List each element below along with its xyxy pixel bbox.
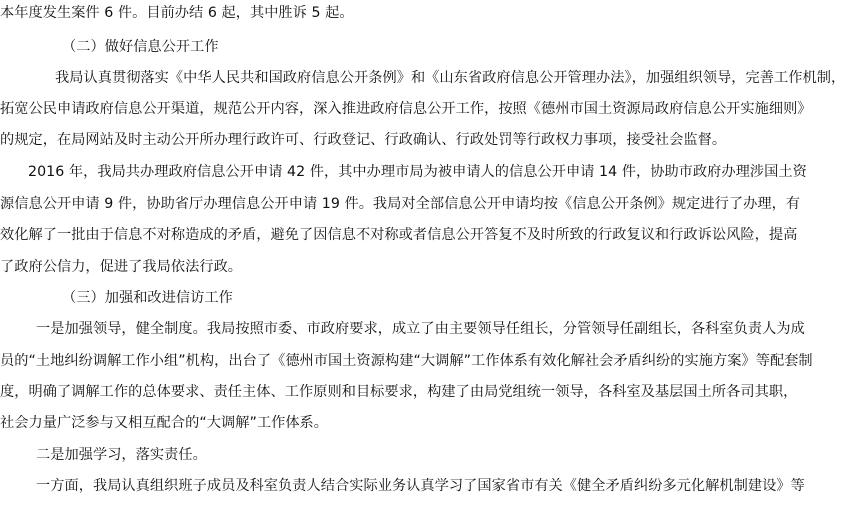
text-line: 拓宽公民申请政府信息公开渠道，规范公开内容，深入推进政府信息公开工作，按照《德州市国土资源局政府信息公开实施细则》	[0, 101, 812, 117]
text-line: 员的“土地纠纷调解工作小组”机构，出台了《德州市国土资源构建“大调解”工作体系有效化解社会矛盾纠纷的实施方案》等配套制	[0, 353, 813, 369]
text-line: 效化解了一批由于信息不对称造成的矛盾，避免了因信息不对称或者信息公开答复不及时所致的行政复议和行政诉讼风险，提高	[0, 227, 798, 243]
text-line: 一是加强领导，健全制度。我局按照市委、市政府要求，成立了由主要领导任组长，分管领导任副组长，各科室负责人为成	[36, 321, 805, 337]
text-line: 度，明确了调解工作的总体要求、责任主体、工作原则和目标要求，构建了由局党组统一领导，各科室及基层国土所各司其职，	[0, 384, 798, 400]
text-line: 我局认真贯彻落实《中华人民共和国政府信息公开条例》和《山东省政府信息公开管理办法》，加强组织领导，完善工作机制，	[55, 70, 846, 86]
text-line: 了政府公信力，促进了我局依法行政。	[0, 259, 243, 275]
text-line: 一方面，我局认真组织班子成员及科室负责人结合实际业务认真学习了国家省市有关《健全矛盾纠纷多元化解机制建设》等	[36, 478, 805, 494]
text-line: 二是加强学习，落实责任。	[36, 447, 207, 463]
text-line: 的规定，在局网站及时主动公开所办理行政许可、行政登记、行政确认、行政处罚等行政权力事项，接受社会监督。	[0, 132, 727, 148]
text-line: 源信息公开申请 9 件，协助省厅办理信息公开申请 19 件。我局对全部信息公开申请均按《信息公开条例》规定进行了办理，有	[0, 196, 801, 212]
section-heading: （三）加强和改进信访工作	[62, 290, 233, 306]
text-line: 本年度发生案件 6 件。目前办结 6 起，其中胜诉 5 起。	[0, 5, 354, 21]
text-line: 2016 年，我局共办理政府信息公开申请 42 件，其中办理市局为被申请人的信息公开申请 14 件，协助市政府办理涉国土资	[28, 164, 807, 180]
text-line: 社会力量广泛参与又相互配合的“大调解”工作体系。	[0, 415, 329, 431]
section-heading: （二）做好信息公开工作	[62, 39, 219, 55]
